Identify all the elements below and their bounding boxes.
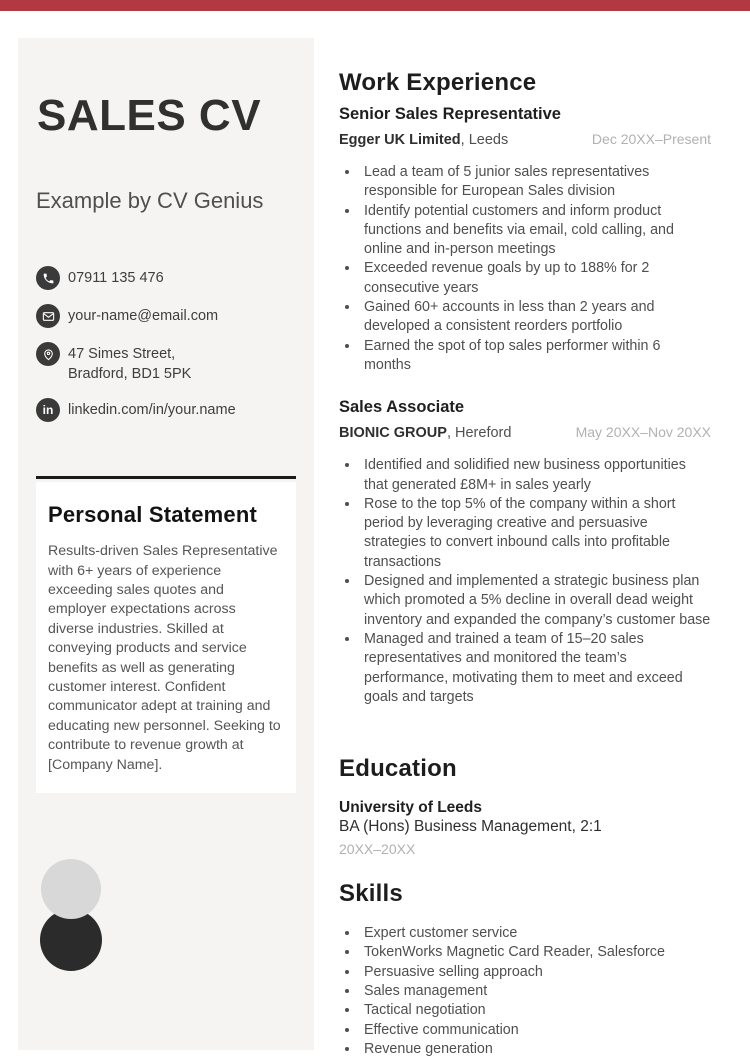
contact-phone-text: 07911 135 476 [68,270,164,286]
phone-icon [36,266,60,290]
section-education [339,756,711,857]
job-title: Senior Sales Representative [339,105,561,123]
contact-address-text [68,342,191,384]
contact-linkedin-text: linkedin.com/in/your.name [68,402,236,419]
job-dates: May 20XX–Nov 20XX [575,424,711,441]
sidebar [18,38,314,1050]
skill-item: • Tactical negotiation [360,1001,711,1020]
contact-email-text: your-name@email.com [68,308,219,324]
section-work-experience [339,70,711,707]
bullet-item: • Rose to the top 5% of the company within a short period by leveraging creative and persuasive strategies to convert inbound calls into profitable transactions [360,495,711,572]
location-icon [36,342,60,366]
skill-item: • Expert customer service [360,924,711,943]
bullet-item: • Identify potential customers and inform product functions and benefits via email, cold calling, and online and in-person meetings [360,202,711,260]
education-heading: Education [339,755,457,783]
job-bullets [339,163,711,375]
job-bullets [339,456,711,707]
bullet-item: • Identified and solidified new business opportunities that generated £8M+ in sales yearly [360,456,711,495]
address-line-2: Bradford, BD1 5PK [68,365,192,382]
job-title: Sales Associate [339,398,465,417]
company-name: Egger UK Limited [339,132,461,148]
skill-item: • Revenue generation [360,1040,711,1059]
job-location: , Hereford [446,425,512,442]
contact-list [36,266,296,422]
bullet-item: • Designed and implemented a strategic business plan which promoted a 5% decline in overall dead weight inventory and expanded the company’s customer base [360,572,711,630]
contact-row-linkedin [36,398,296,422]
avatar-head-circle [41,859,101,919]
skill-item: • Effective communication [360,1021,711,1040]
contact-row-phone [36,266,296,290]
contact-row-email [36,304,296,328]
work-experience-heading: Work Experience [339,69,537,96]
personal-statement-heading: Personal Statement [48,502,258,528]
company-row [339,130,711,150]
cv-subtitle: Example by CV Genius [36,188,264,213]
email-icon [36,304,60,328]
bullet-item: • Gained 60+ accounts in less than 2 years and developed a consistent reorders portfolio [360,298,711,337]
job-entry-1 [339,105,711,375]
bullet-item: • Managed and trained a team of 15–20 sales representatives and monitored the team’s performance, motivating them to meet and exceed goals and targets [360,630,711,707]
company-row [339,423,711,443]
section-skills [339,881,711,1059]
skills-list [339,924,711,1059]
address-line-1: 47 Simes Street, [68,346,176,362]
bullet-item: • Exceeded revenue goals by up to 188% for 2 consecutive years [360,259,711,298]
top-accent-bar [0,0,750,11]
cv-title: SALES CV [37,91,262,140]
bullet-item: • Earned the spot of top sales performer within 6 months [360,337,711,376]
main-content [339,70,711,1059]
skill-item: • Persuasive selling approach [360,963,711,982]
personal-statement-divider [36,476,296,479]
skill-item: • TokenWorks Magnetic Card Reader, Salesforce [360,943,711,962]
education-degree: BA (Hons) Business Management, 2:1 [339,818,602,836]
skills-heading: Skills [339,880,403,908]
education-dates: 20XX–20XX [339,841,416,858]
job-location: , Leeds [460,132,509,148]
personal-statement-section [36,482,296,793]
education-school: University of Leeds [339,799,482,817]
contact-row-address [36,342,296,384]
company-name: BIONIC GROUP [339,425,447,442]
skill-item: • Sales management [360,982,711,1001]
job-dates: Dec 20XX–Present [591,131,711,147]
linkedin-icon: in [36,398,60,422]
job-entry-2 [339,398,711,707]
personal-statement-body: Results-driven Sales Representative with 6+ years of experience exceeding sales quotes and employer expectations across diverse industries. Skilled at conveying products and service benefits as well as generating customer interest. Confident communicator adept at training and educating new personnel. Seeking to contribute to revenue growth at [Company Name]. [48,543,281,773]
bullet-item: • Lead a team of 5 junior sales representatives responsible for European Sales division [360,163,711,202]
